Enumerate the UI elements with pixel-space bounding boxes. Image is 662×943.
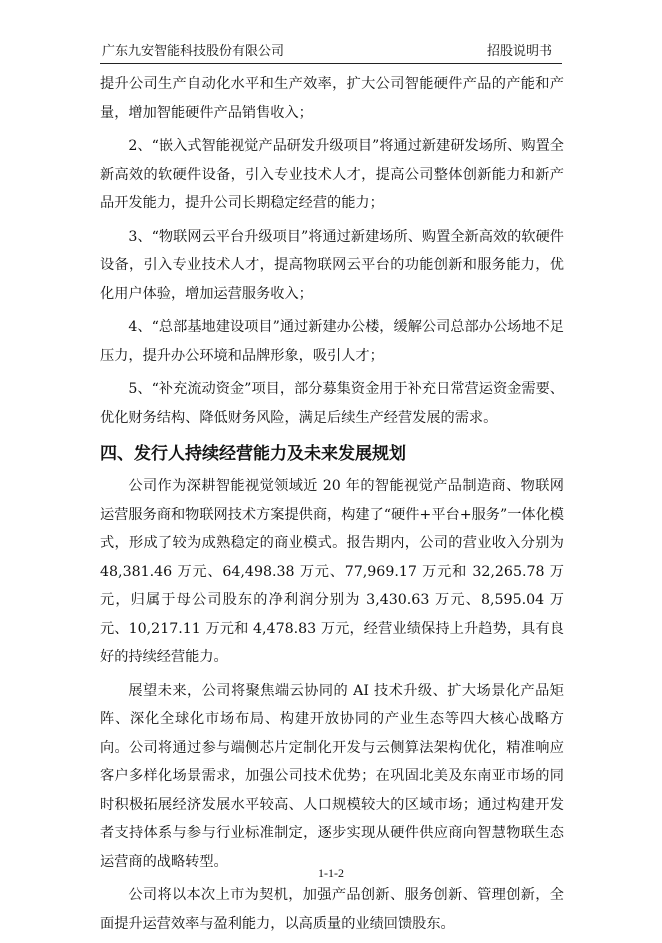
document-body — [100, 70, 564, 943]
paragraph-continuation: 提升公司生产自动化水平和生产效率，扩大公司智能硬件产品的产能和产量，增加智能硬件产品销售收入； — [100, 76, 564, 121]
paragraph-item-4: 4、“总部基地建设项目”通过新建办公楼，缓解公司总部办公场地不足压力，提升办公环境和品牌形象，吸引人才； — [100, 319, 564, 364]
header-document-type: 招股说明书 — [486, 44, 552, 59]
section-heading: 四、发行人持续经营能力及未来发展规划 — [100, 444, 406, 464]
paragraph-listing-opportunity: 公司将以本次上市为契机，加强产品创新、服务创新、管理创新，全面提升运营效率与盈利能力，以高质量的业绩回馈股东。 — [100, 887, 564, 932]
paragraph-item-5: 5、“补充流动资金”项目，部分募集资金用于补充日常营运资金需要、优化财务结构、降低财务风险，满足后续生产经营发展的需求。 — [100, 381, 564, 426]
paragraph-outlook: 展望未来，公司将聚焦端云协同的 AI 技术升级、扩大场景化产品矩阵、深化全球化市场布局、构建开放协同的产业生态等四大核心战略方向。公司将通过参与端侧芯片定制化开发与云侧算法架构优化，精准响应客户多样化场景需求，加强公司技术优势；在巩固北美及东南亚市场的同时积极拓展经济发展水平较高、人口规模较大的区域市场；通过构建开发者支持体系与参与行业标准制定，逐步实现从硬件供应商向智慧物联生态运营商的战略转型。 — [100, 682, 564, 870]
paragraph-item-3: 3、“物联网云平台升级项目”将通过新建场所、购置全新高效的软硬件设备，引入专业技术人才，提高物联网云平台的功能创新和服务能力，优化用户体验，增加运营服务收入； — [100, 228, 564, 302]
paragraph-item-2: 2、“嵌入式智能视觉产品研发升级项目”将通过新建研发场所、购置全新高效的软硬件设备，引入专业技术人才，提高公司整体创新能力和新产品开发能力，提升公司长期稳定经营的能力； — [100, 138, 564, 211]
paragraph-operating-capability: 公司作为深耕智能视觉领域近 20 年的智能视觉产品制造商、物联网运营服务商和物联网技术方案提供商，构建了“硬件+平台+服务”一体化模式，形成了较为成熟稳定的商业模式。报告期内，公司的营业收入分别为 48,381.46 万元、64,498.38 万元、77,969.17 万元和 32,265.78 万元，归属于母公司股东的净利润分别为 3,430.63 万元、8,595.04 万元、10,217.11 万元和 4,478.83 万元，经营业绩保持上升趋势，具有良好的持续经营能力。 — [100, 478, 564, 665]
page-number: 1-1-2 — [318, 866, 344, 880]
header-company-name: 广东九安智能科技股份有限公司 — [102, 44, 285, 59]
page-header — [100, 41, 562, 64]
